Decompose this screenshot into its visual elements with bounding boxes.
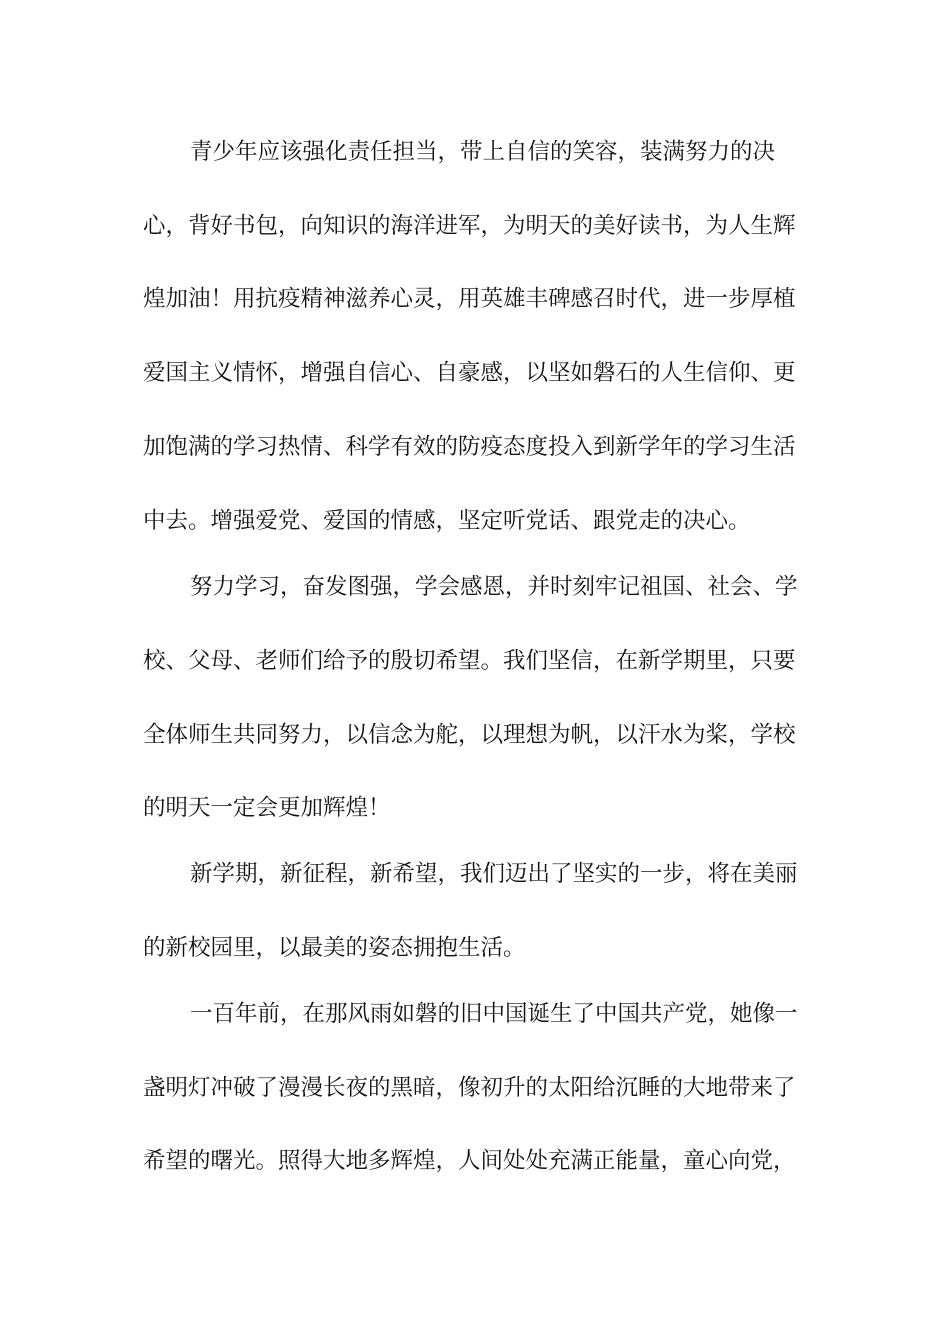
paragraph-4-line-2: 盏明灯冲破了漫漫长夜的黑暗，像初升的太阳给沉睡的大地带来了 bbox=[143, 1075, 796, 1101]
paragraph-4-line-3: 希望的曙光。照得大地多辉煌，人间处处充满正能量，童心向党， bbox=[143, 1148, 796, 1174]
paragraph-3-line-2: 的新校园里，以最美的姿态拥抱生活。 bbox=[143, 935, 526, 961]
paragraph-2-line-4: 的明天一定会更加辉煌！ bbox=[143, 795, 391, 821]
paragraph-1-line-1: 青少年应该强化责任担当，带上自信的笑容，装满努力的决 bbox=[190, 139, 776, 165]
paragraph-2-line-2: 校、父母、老师们给予的殷切希望。我们坚信，在新学期里，只要 bbox=[143, 648, 796, 674]
paragraph-2-line-3: 全体师生共同努力，以信念为舵，以理想为帆，以汗水为桨，学校 bbox=[143, 722, 796, 748]
paragraph-4-line-1: 一百年前，在那风雨如磐的旧中国诞生了中国共产党，她像一 bbox=[190, 1001, 798, 1027]
paragraph-1-line-5: 加饱满的学习热情、科学有效的防疫态度投入到新学年的学习生活 bbox=[143, 434, 796, 460]
paragraph-1-line-6: 中去。增强爱党、爱国的情感，坚定听党话、跟党走的决心。 bbox=[143, 508, 751, 534]
paragraph-3-line-1: 新学期，新征程，新希望，我们迈出了坚实的一步，将在美丽 bbox=[190, 861, 798, 887]
paragraph-1-line-2: 心，背好书包，向知识的海洋进军，为明天的美好读书，为人生辉 bbox=[143, 213, 796, 239]
paragraph-1-line-4: 爱国主义情怀，增强自信心、自豪感，以坚如磐石的人生信仰、更 bbox=[143, 360, 796, 386]
paragraph-2-line-1: 努力学习，奋发图强，学会感恩，并时刻牢记祖国、社会、学 bbox=[190, 574, 798, 600]
paragraph-1-line-3: 煌加油！用抗疫精神滋养心灵，用英雄丰碑感召时代，进一步厚植 bbox=[143, 286, 796, 312]
